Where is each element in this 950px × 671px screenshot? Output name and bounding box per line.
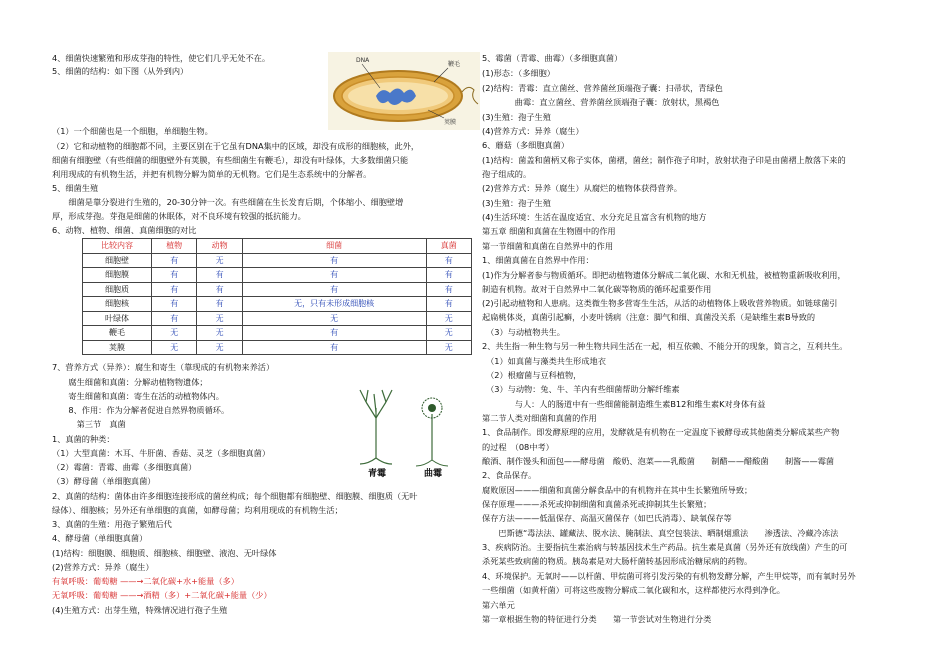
text-line: 1、食品制作。即发酵原理的应用，发酵就是有机物在一定温度下被酵母或其他菌类分解成某些产物 bbox=[482, 427, 840, 437]
text-line: (1)作为分解者参与物质循环。即把动植物遗体分解成二氧化碳、水和无机盐，被植物重新吸收利用， bbox=[482, 270, 846, 280]
table-cell: 无 bbox=[426, 311, 471, 326]
text-line: 酿酒、制作馒头和面包——酵母菌 酸奶、泡菜——乳酸菌 制醋——醋酸菌 制酱——霉菌 bbox=[482, 456, 835, 466]
text-line: 制造有机物。故对于自然界中二氧化碳等物质的循环起重要作用 bbox=[482, 284, 712, 294]
text-line: (1)结构：细胞膜、细胞质、细胞核、细胞壁、液泡、无叶绿体 bbox=[52, 548, 277, 558]
text-line: 1、细菌真菌在自然界中作用： bbox=[482, 255, 594, 265]
table-cell: 有 bbox=[152, 268, 197, 283]
table-cell: 有 bbox=[152, 297, 197, 312]
cell-comparison-table bbox=[82, 238, 472, 355]
table-header-cell: 植物 bbox=[152, 239, 197, 254]
text-line: 第三节 真菌 bbox=[52, 419, 126, 429]
bacterium-diagram bbox=[328, 52, 480, 130]
table-cell: 有 bbox=[426, 268, 471, 283]
text-line: （3）与动植物共生。 bbox=[482, 327, 565, 337]
text-line: 8、作用：作为分解者促进自然界物质循环。 bbox=[52, 405, 230, 415]
text-line: 5、霉菌（青霉、曲霉）（多细胞真菌） bbox=[482, 53, 623, 63]
text-line: 绿体）、细胞核；另外还有单细胞的真菌，如酵母菌；均利用现成的有机物生活； bbox=[52, 505, 343, 515]
text-line: 保存方法———低温保存、高温灭菌保存（如巴氏消毒）、缺氧保存等 bbox=[482, 513, 732, 523]
text-line: （2）根瘤菌与豆科植物， bbox=[482, 370, 582, 380]
section-heading: 第六单元 bbox=[482, 600, 515, 610]
text-line: 厚，形成芽孢。芽孢是细菌的休眠体，对不良环境有较强的抵抗能力。 bbox=[52, 211, 306, 221]
section-heading: 第五章 细菌和真菌在生物圈中的作用 bbox=[482, 226, 616, 236]
text-line: 7、营养方式（异养）：腐生和寄生（靠现成的有机物来养活） bbox=[52, 362, 275, 372]
text-line: (1)结构：菌盖和菌柄又称子实体，菌褶，菌丝；制作孢子印时，放射状孢子印是由菌褶上散落下来的 bbox=[482, 155, 846, 165]
text-line: （3）酵母菌（单细胞真菌） bbox=[52, 476, 156, 486]
text-line: 1、真菌的种类： bbox=[52, 434, 115, 444]
table-cell: 无 bbox=[197, 311, 242, 326]
aspergillus-shape bbox=[416, 398, 448, 466]
text-line: （3）与动物：兔、牛、羊内有些细菌帮助分解纤维素 bbox=[482, 384, 680, 394]
table-cell: 无 bbox=[426, 326, 471, 341]
table-cell: 细胞壁 bbox=[83, 253, 152, 268]
table-cell: 细胞质 bbox=[83, 282, 152, 297]
text-line: (4)生殖方式：出芽生殖，特殊情况进行孢子生殖 bbox=[52, 605, 228, 615]
section-heading: 第二节人类对细菌和真菌的作用 bbox=[482, 413, 597, 423]
section-heading: 第一节细菌和真菌在自然界中的作用 bbox=[482, 241, 614, 251]
table-cell: 有 bbox=[242, 282, 426, 297]
table-cell: 无 bbox=[152, 340, 197, 355]
text-line: 曲霉：直立菌丝、营养菌丝顶端孢子囊：放射状，黑褐色 bbox=[482, 97, 720, 107]
text-line: 2、共生指一种生物与另一种生物共同生活在一起，相互依赖、不能分开的现象，简言之，互利共生。 bbox=[482, 341, 848, 351]
text-line: (2)营养方式：异养（腐生）从腐烂的植物体获得营养。 bbox=[482, 183, 682, 193]
text-line: 4、细菌快速繁殖和形成芽孢的特性，使它们几乎无处不在。 bbox=[52, 53, 271, 63]
text-line: (3)生殖：孢子生殖 bbox=[482, 112, 551, 122]
text-line: （1）一个细菌也是一个细胞，单细胞生物。 bbox=[52, 126, 213, 136]
table-cell: 有 bbox=[426, 297, 471, 312]
table-cell: 无 bbox=[197, 326, 242, 341]
text-line: 起扁桃体炎，真菌引起癣，小麦叶锈病（注意：脚气和细、真菌没关系（是缺维生素B导致的 bbox=[482, 312, 816, 322]
table-row bbox=[83, 268, 472, 283]
table-header-cell: 真菌 bbox=[426, 239, 471, 254]
text-line: 6、动物、植物、细菌、真菌细胞的对比 bbox=[52, 225, 197, 235]
table-row bbox=[83, 311, 472, 326]
text-line: 5、细菌生殖 bbox=[52, 183, 99, 193]
text-line: (2)结构：青霉：直立菌丝、营养菌丝顶端孢子囊：扫帚状，青绿色 bbox=[482, 83, 723, 93]
text-line: 3、真菌的生殖：用孢子繁殖后代 bbox=[52, 519, 172, 529]
aerobic-respiration-line: 有氧呼吸：葡萄糖 ——→二氧化碳+水+能量（多） bbox=[52, 576, 239, 586]
text-line: (4)生活环境：生活在温度适宜、水分充足且富含有机物的地方 bbox=[482, 212, 707, 222]
text-line: 腐败原因———细菌和真菌分解食品中的有机物并在其中生长繁殖所导致； bbox=[482, 485, 753, 495]
text-line: (1)形态：（多细胞） bbox=[482, 68, 555, 78]
table-cell: 无 bbox=[242, 311, 426, 326]
table-row bbox=[83, 340, 472, 355]
text-line: （2）霉菌：青霉、曲霉（多细胞真菌） bbox=[52, 462, 197, 472]
table-cell: 细胞膜 bbox=[83, 268, 152, 283]
mold-illustration bbox=[354, 388, 464, 478]
text-line: 4、环境保护。无氧时——以杆菌、甲烷菌可将引发污染的有机物发酵分解，产生甲烷等，而有氧时另外 bbox=[482, 571, 856, 581]
text-line: （1）如真菌与藻类共生形成地衣 bbox=[482, 356, 606, 366]
text-line: (4)营养方式：异养（腐生） bbox=[482, 126, 584, 136]
table-cell: 有 bbox=[197, 282, 242, 297]
dna-label: DNA bbox=[356, 57, 370, 64]
text-line: 3、疾病防治。主要指抗生素治病与转基因技术生产药品。抗生素是真菌（另外还有放线菌）产生的可 bbox=[482, 542, 848, 552]
table-header-row bbox=[83, 239, 472, 254]
text-line: 的过程 （08中考） bbox=[482, 442, 554, 452]
table-row bbox=[83, 282, 472, 297]
table-row bbox=[83, 253, 472, 268]
capsule-label: 荚膜 bbox=[444, 119, 457, 126]
text-line: 2、真菌的结构：菌体由许多细胞连接形成的菌丝构成；每个细胞都有细胞壁、细胞膜、细胞质（无叶 bbox=[52, 491, 418, 501]
text-line: 保存原理———杀死或抑制细菌和真菌杀死或抑制其生长繁殖； bbox=[482, 499, 712, 509]
table-cell: 叶绿体 bbox=[83, 311, 152, 326]
text-line: 孢子组成的。 bbox=[482, 169, 532, 179]
table-cell: 无，只有未形成细胞核 bbox=[242, 297, 426, 312]
text-line: 细菌是靠分裂进行生殖的，20-30分钟一次。有些细菌在生长发育后期，个体缩小、细胞壁增 bbox=[52, 197, 404, 207]
text-line: （2）它和动植物的细胞都不同，主要区别在于它虽有DNA集中的区域，却没有成形的细胞核，此外， bbox=[52, 141, 420, 151]
table-cell: 有 bbox=[152, 253, 197, 268]
text-line: （1）大型真菌：木耳、牛肝菌、香菇、灵芝（多细胞真菌） bbox=[52, 448, 271, 458]
table-cell: 无 bbox=[426, 340, 471, 355]
text-line: (3)生殖：孢子生殖 bbox=[482, 198, 551, 208]
penicillium-shape bbox=[360, 390, 392, 464]
table-cell: 无 bbox=[152, 326, 197, 341]
text-line: 与人：人的肠道中有一些细菌能制造维生素B12和维生素K对身体有益 bbox=[482, 399, 766, 409]
table-cell: 有 bbox=[426, 253, 471, 268]
table-cell: 有 bbox=[426, 282, 471, 297]
table-cell: 有 bbox=[197, 268, 242, 283]
text-line: 腐生细菌和真菌：分解动植物物遗体； bbox=[52, 377, 208, 387]
flagellum-label: 鞭毛 bbox=[448, 61, 461, 68]
text-line: (2)引起动植物和人患病。这类微生物多营寄生生活，从活的动植物体上吸收营养物质。如链球菌引 bbox=[482, 298, 838, 308]
text-line: 细菌有细胞壁（有些细菌的细胞壁外有荚膜，有些细菌生有鞭毛），却没有叶绿体，大多数细菌只能 bbox=[52, 155, 409, 165]
table-cell: 有 bbox=[242, 340, 426, 355]
table-cell: 鞭毛 bbox=[83, 326, 152, 341]
text-line: 5、细菌的结构：如下图（从外到内） bbox=[52, 66, 189, 76]
table-row bbox=[83, 326, 472, 341]
table-cell: 无 bbox=[197, 253, 242, 268]
text-line: 寄生细菌和真菌：寄生在活的动植物体内。 bbox=[52, 391, 224, 401]
anaerobic-respiration-line: 无氧呼吸：葡萄糖 ——→酒精（多）+二氧化碳+能量（少） bbox=[52, 590, 272, 600]
table-cell: 细胞核 bbox=[83, 297, 152, 312]
text-line: 2、食品保存。 bbox=[482, 470, 537, 480]
table-header-cell: 比较内容 bbox=[83, 239, 152, 254]
table-cell: 有 bbox=[242, 268, 426, 283]
text-line: 4、酵母菌（单细胞真菌） bbox=[52, 533, 148, 543]
text-line: 巴斯德“毒法法、罐藏法、脱水法、腌制法、真空包装法、晒制烟熏法 渗透法、冷藏冷冻法 bbox=[482, 528, 839, 538]
table-cell: 有 bbox=[242, 326, 426, 341]
table-cell: 无 bbox=[197, 340, 242, 355]
table-cell: 有 bbox=[152, 311, 197, 326]
table-cell: 荚膜 bbox=[83, 340, 152, 355]
penicillium-label: 青霉 bbox=[368, 469, 387, 478]
table-header-cell: 细菌 bbox=[242, 239, 426, 254]
table-cell: 有 bbox=[152, 282, 197, 297]
text-line: 杀死某些致病菌的物质。胰岛素是对大肠杆菌转基因形成治糖尿病的药物。 bbox=[482, 556, 753, 566]
text-line: 6、蘑菇（多细胞真菌） bbox=[482, 140, 570, 150]
text-line: (2)营养方式：异养（腐生） bbox=[52, 562, 154, 572]
table-cell: 有 bbox=[242, 253, 426, 268]
text-line: 一些细菌（如黄杆菌）可将这些废物分解成二氧化碳和水，这样都使污水得到净化。 bbox=[482, 585, 785, 595]
text-line: 利用现成的有机物生活，并把有机物分解为简单的无机物。它们是生态系统中的分解者。 bbox=[52, 169, 372, 179]
aspergillus-label: 曲霉 bbox=[424, 469, 443, 478]
table-header-cell: 动物 bbox=[197, 239, 242, 254]
section-heading: 第一章根据生物的特征进行分类 第一节尝试对生物进行分类 bbox=[482, 614, 712, 624]
table-row bbox=[83, 297, 472, 312]
table-cell: 有 bbox=[197, 297, 242, 312]
